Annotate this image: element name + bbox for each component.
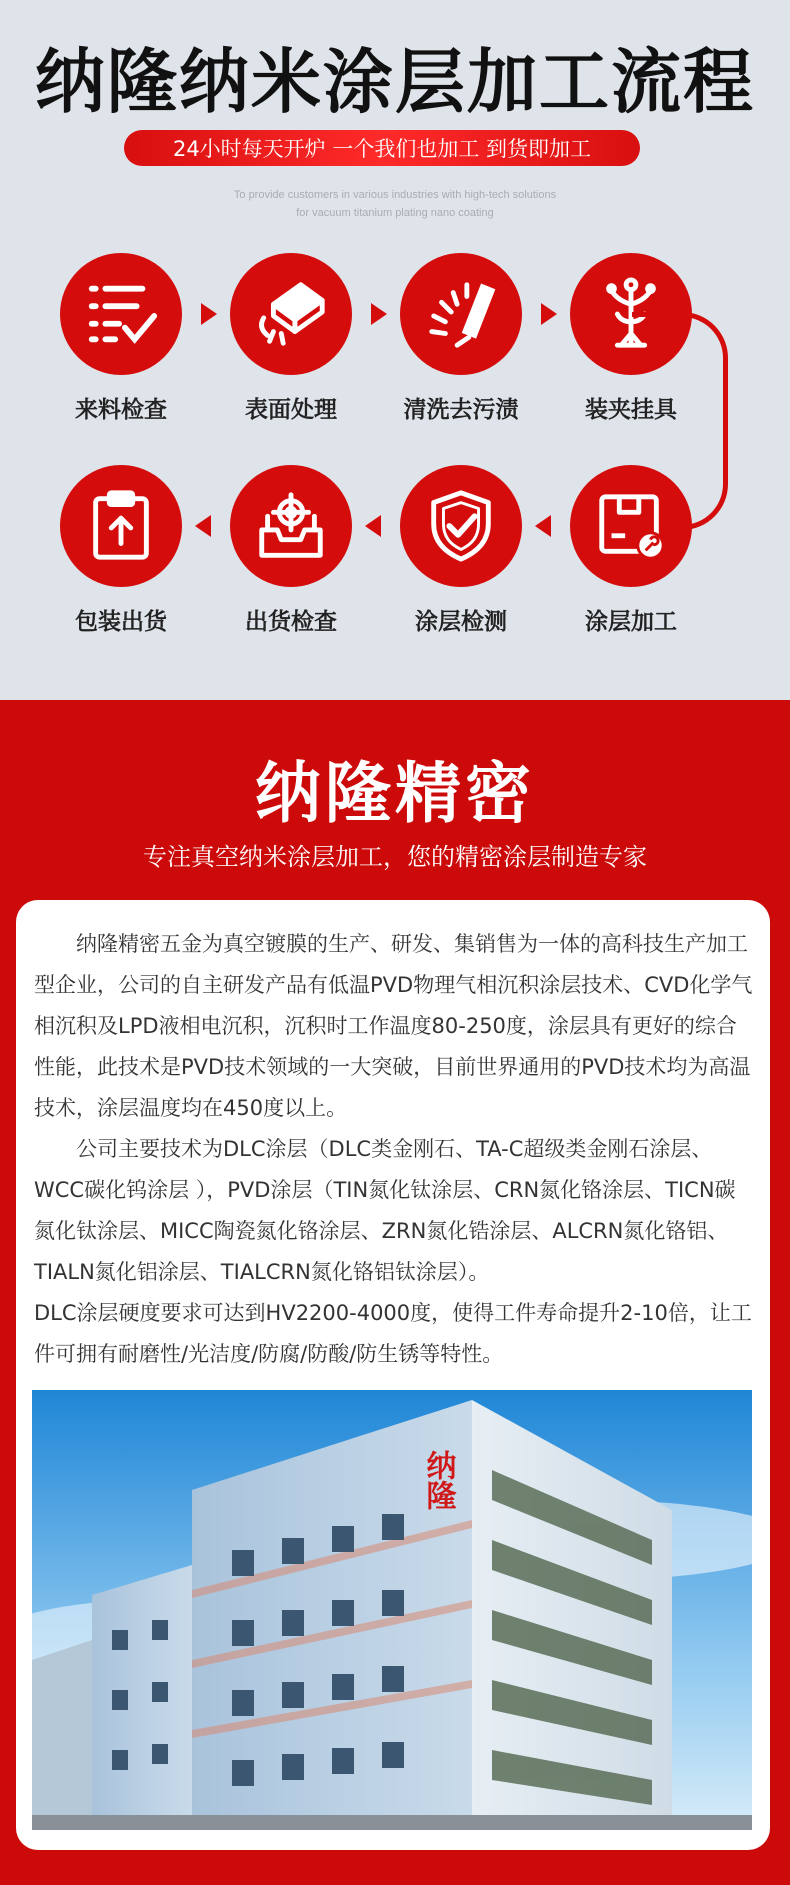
inspection-tray-icon (252, 487, 330, 565)
step-circle (230, 253, 352, 375)
step-label: 出货检查 (245, 609, 337, 635)
shield-check-icon (422, 487, 500, 565)
step-shipment-inspection (211, 465, 371, 637)
company-section (0, 700, 790, 1885)
hardness-paragraph: DLC涂层硬度要求可达到HV2200-4000度，使得工件寿命提升2-10倍，让工件可拥有耐磨性/光洁度/防腐/防酸/防生锈等特性。 (34, 1301, 752, 1366)
step-coating-testing (381, 465, 541, 637)
technology-paragraph: 公司主要技术为DLC涂层（DLC类金刚石、TA-C超级类金刚石涂层、WCC碳化钨涂层 ），PVD涂层（TIN氮化钛涂层、CRN氮化铬涂层、TICN碳氮化钛涂层、MICC陶瓷氮化铬涂层、ZRN氮化锆涂层、ALCRN氮化铬铝、TIALN氮化铝涂层、TIALCRN氮化铬铝钛涂层）。 (34, 1137, 736, 1284)
english-tagline (0, 186, 790, 222)
step-circle (230, 465, 352, 587)
step-incoming-inspection (41, 253, 201, 425)
process-section (0, 0, 790, 700)
intro-paragraph: 纳隆精密五金为真空镀膜的生产、研发、集销售为一体的高科技生产加工型企业，公司的自主研发产品有低温PVD物理气相沉积涂层技术、CVD化学气相沉积及LPD液相电沉积，沉积时工作温度80-250度，涂层具有更好的综合性能，此技术是PVD技术领域的一大突破，目前世界通用的PVD技术均为高温技术，涂层温度均在450度以上。 (34, 932, 753, 1120)
shipping-clipboard-icon (82, 487, 160, 565)
step-label: 表面处理 (245, 397, 337, 423)
checklist-icon (82, 275, 160, 353)
step-coating-processing (551, 465, 711, 637)
step-label: 装夹挂具 (585, 397, 677, 423)
spray-cleaning-icon (422, 275, 500, 353)
coating-box-icon (592, 487, 670, 565)
building-sign: 纳隆 (420, 1450, 456, 1510)
step-circle (570, 465, 692, 587)
step-circle (60, 253, 182, 375)
english-tagline-line1: To provide customers in various industries with high-tech solutions (233, 189, 557, 201)
polishing-icon (252, 275, 330, 353)
step-label: 清洗去污渍 (403, 397, 519, 423)
service-banner: 24小时每天开炉 一个我们也加工 到货即加工 (124, 130, 640, 166)
step-surface-treatment (211, 253, 371, 425)
factory-building-photo (32, 1390, 752, 1830)
company-intro-text (34, 924, 754, 1375)
step-circle (400, 253, 522, 375)
step-label: 涂层检测 (415, 609, 507, 635)
step-cleaning (381, 253, 541, 425)
step-label: 涂层加工 (585, 609, 677, 635)
company-subtitle: 专注真空纳米涂层加工，您的精密涂层制造专家 (143, 843, 647, 871)
process-title: 纳隆纳米涂层加工流程 (35, 41, 755, 123)
step-circle (400, 465, 522, 587)
company-title: 纳隆精密 (255, 755, 535, 832)
english-tagline-line2: for vacuum titanium plating nano coating (296, 207, 494, 219)
company-intro-card (16, 900, 770, 1850)
step-label: 来料检查 (75, 397, 167, 423)
step-packaging-shipment (41, 465, 201, 637)
step-circle (60, 465, 182, 587)
step-label: 包装出货 (75, 609, 167, 635)
